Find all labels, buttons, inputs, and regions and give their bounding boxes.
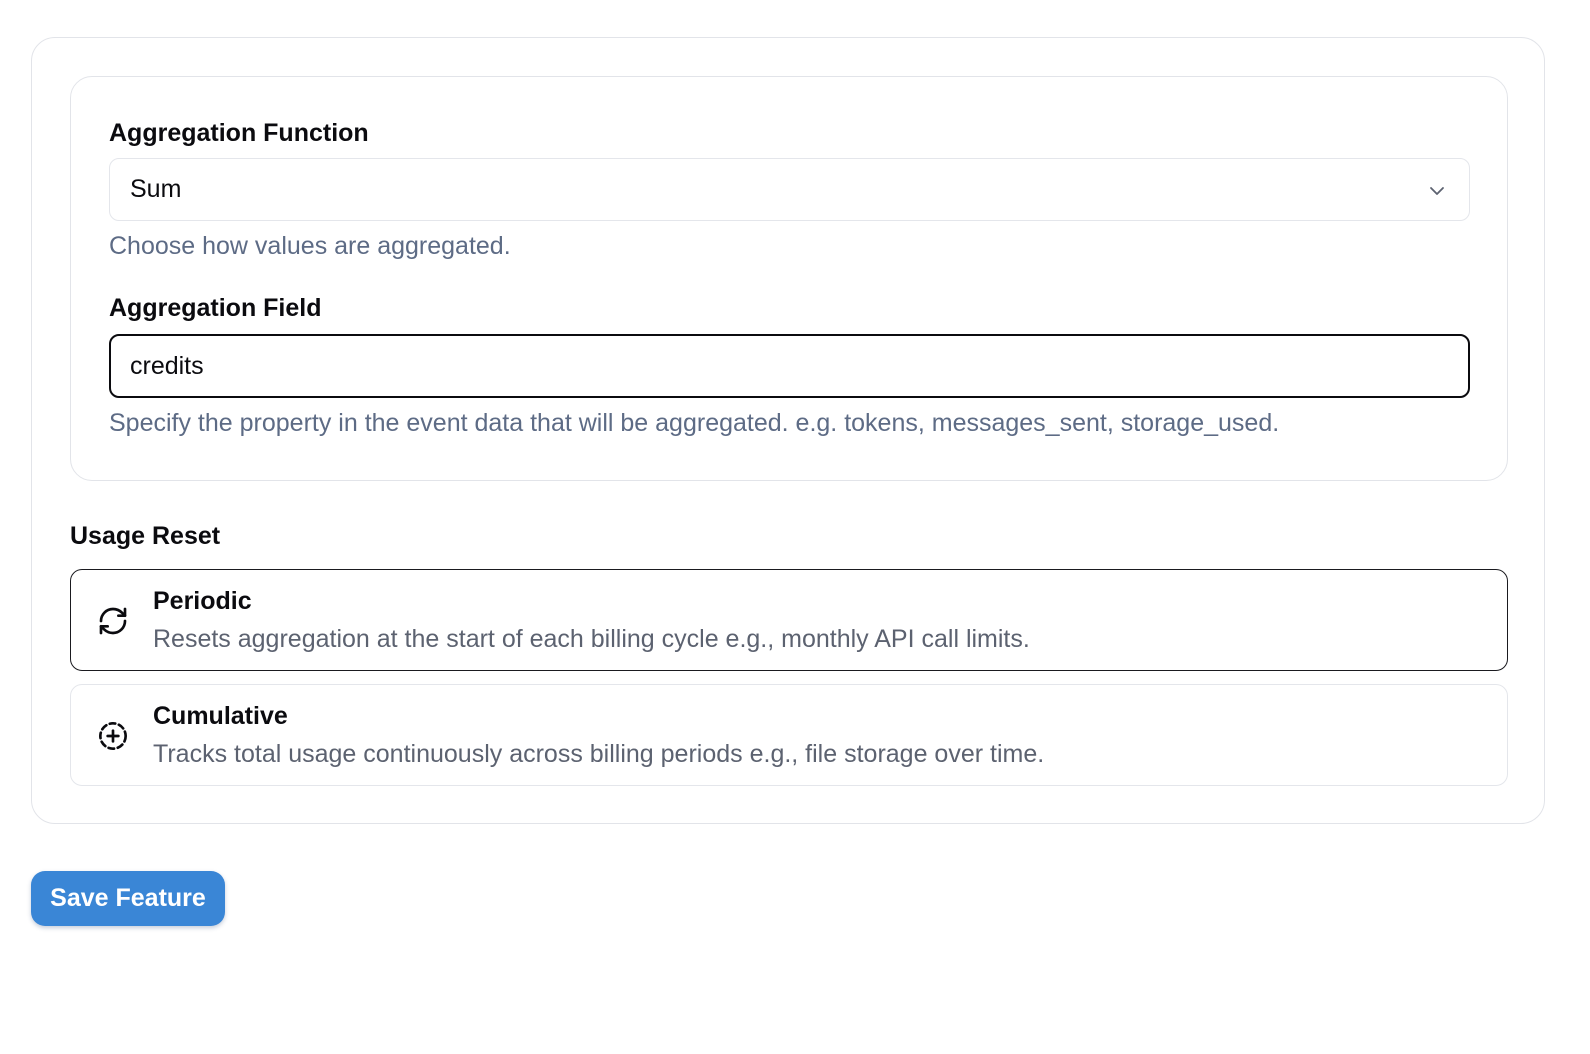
periodic-option-title: Periodic [153, 587, 252, 615]
aggregation-function-selected-value: Sum [130, 175, 182, 203]
periodic-option-description: Resets aggregation at the start of each billing cycle e.g., monthly API call limits. [153, 625, 1030, 653]
refresh-icon [97, 605, 129, 637]
chevron-down-icon [1427, 181, 1447, 201]
aggregation-field-help: Specify the property in the event data that will be aggregated. e.g. tokens, messages_sent, storage_used. [109, 409, 1280, 437]
aggregation-field-label: Aggregation Field [109, 294, 322, 322]
feature-settings-card [31, 37, 1545, 824]
usage-reset-option-cumulative[interactable] [70, 684, 1508, 786]
aggregation-function-help: Choose how values are aggregated. [109, 232, 511, 260]
cumulative-option-title: Cumulative [153, 702, 288, 730]
cumulative-option-description: Tracks total usage continuously across billing periods e.g., file storage over time. [153, 740, 1045, 768]
aggregation-function-select[interactable] [109, 158, 1470, 221]
aggregation-settings-panel [70, 76, 1508, 481]
aggregation-function-label: Aggregation Function [109, 119, 369, 147]
aggregation-field-input[interactable] [109, 334, 1470, 398]
circle-plus-dashed-icon [97, 720, 129, 752]
usage-reset-option-periodic[interactable] [70, 569, 1508, 671]
usage-reset-label: Usage Reset [70, 522, 221, 550]
save-feature-button[interactable]: Save Feature [31, 871, 225, 926]
